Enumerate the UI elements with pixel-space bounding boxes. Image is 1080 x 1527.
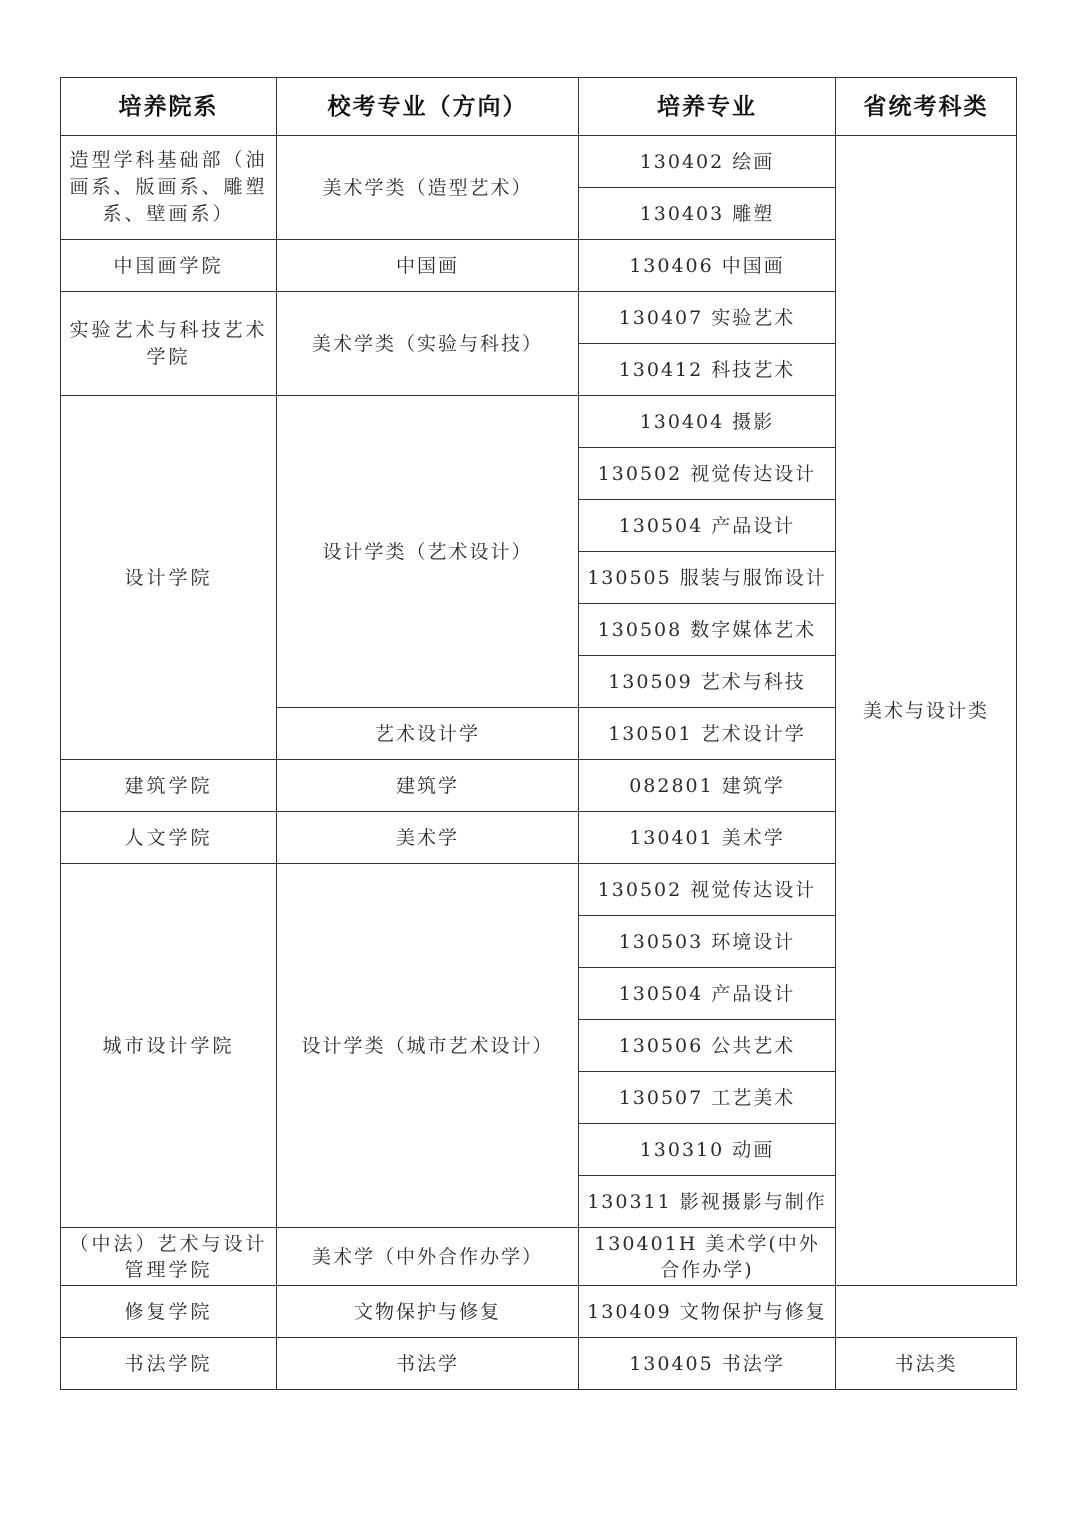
major-cell: 130501 艺术设计学 bbox=[579, 708, 836, 760]
major-cell: 130507 工艺美术 bbox=[579, 1072, 836, 1124]
major-cell: 130502 视觉传达设计 bbox=[579, 864, 836, 916]
major-cell: 130401H 美术学(中外合作办学) bbox=[579, 1228, 836, 1286]
major-cell: 130502 视觉传达设计 bbox=[579, 448, 836, 500]
dept-cell: 设计学院 bbox=[61, 396, 277, 760]
major-cell: 130401 美术学 bbox=[579, 812, 836, 864]
dept-cell: 中国画学院 bbox=[61, 240, 277, 292]
dept-cell: 实验艺术与科技艺术学院 bbox=[61, 292, 277, 396]
exam-major-cell: 美术学（中外合作办学） bbox=[277, 1228, 579, 1286]
major-cell: 130412 科技艺术 bbox=[579, 344, 836, 396]
major-cell: 130402 绘画 bbox=[579, 136, 836, 188]
header-dept: 培养院系 bbox=[61, 78, 277, 136]
exam-major-cell: 文物保护与修复 bbox=[277, 1286, 579, 1338]
exam-major-cell: 美术学类（造型艺术） bbox=[277, 136, 579, 240]
exam-major-cell: 美术学 bbox=[277, 812, 579, 864]
exam-major-cell: 艺术设计学 bbox=[277, 708, 579, 760]
exam-major-cell: 美术学类（实验与科技） bbox=[277, 292, 579, 396]
major-cell: 130405 书法学 bbox=[579, 1338, 836, 1390]
dept-cell: 建筑学院 bbox=[61, 760, 277, 812]
table-row bbox=[61, 136, 1017, 188]
major-cell: 130506 公共艺术 bbox=[579, 1020, 836, 1072]
table-row bbox=[61, 1338, 1017, 1390]
major-cell: 130505 服装与服饰设计 bbox=[579, 552, 836, 604]
major-cell: 130403 雕塑 bbox=[579, 188, 836, 240]
header-category: 省统考科类 bbox=[836, 78, 1017, 136]
major-cell: 130503 环境设计 bbox=[579, 916, 836, 968]
major-cell: 130310 动画 bbox=[579, 1124, 836, 1176]
dept-cell: 城市设计学院 bbox=[61, 864, 277, 1228]
major-cell: 130409 文物保护与修复 bbox=[579, 1286, 836, 1338]
category-cell-art-design: 美术与设计类 bbox=[836, 136, 1017, 1286]
major-cell: 130504 产品设计 bbox=[579, 500, 836, 552]
majors-table bbox=[60, 77, 1017, 1390]
major-cell: 130504 产品设计 bbox=[579, 968, 836, 1020]
header-exam-major: 校考专业（方向） bbox=[277, 78, 579, 136]
exam-major-cell: 设计学类（城市艺术设计） bbox=[277, 864, 579, 1228]
table-row bbox=[61, 1286, 1017, 1338]
dept-cell: 修复学院 bbox=[61, 1286, 277, 1338]
exam-major-cell: 中国画 bbox=[277, 240, 579, 292]
major-cell: 130406 中国画 bbox=[579, 240, 836, 292]
major-cell: 130508 数字媒体艺术 bbox=[579, 604, 836, 656]
exam-major-cell: 设计学类（艺术设计） bbox=[277, 396, 579, 708]
exam-major-cell: 书法学 bbox=[277, 1338, 579, 1390]
major-cell: 130509 艺术与科技 bbox=[579, 656, 836, 708]
category-cell-calligraphy: 书法类 bbox=[836, 1338, 1017, 1390]
major-cell: 082801 建筑学 bbox=[579, 760, 836, 812]
exam-major-cell: 建筑学 bbox=[277, 760, 579, 812]
dept-cell: 书法学院 bbox=[61, 1338, 277, 1390]
dept-cell: 人文学院 bbox=[61, 812, 277, 864]
major-cell: 130311 影视摄影与制作 bbox=[579, 1176, 836, 1228]
major-cell: 130404 摄影 bbox=[579, 396, 836, 448]
header-row bbox=[61, 78, 1017, 136]
header-major: 培养专业 bbox=[579, 78, 836, 136]
major-cell: 130407 实验艺术 bbox=[579, 292, 836, 344]
dept-cell: （中法）艺术与设计管理学院 bbox=[61, 1228, 277, 1286]
dept-cell: 造型学科基础部（油画系、版画系、雕塑系、壁画系） bbox=[61, 136, 277, 240]
